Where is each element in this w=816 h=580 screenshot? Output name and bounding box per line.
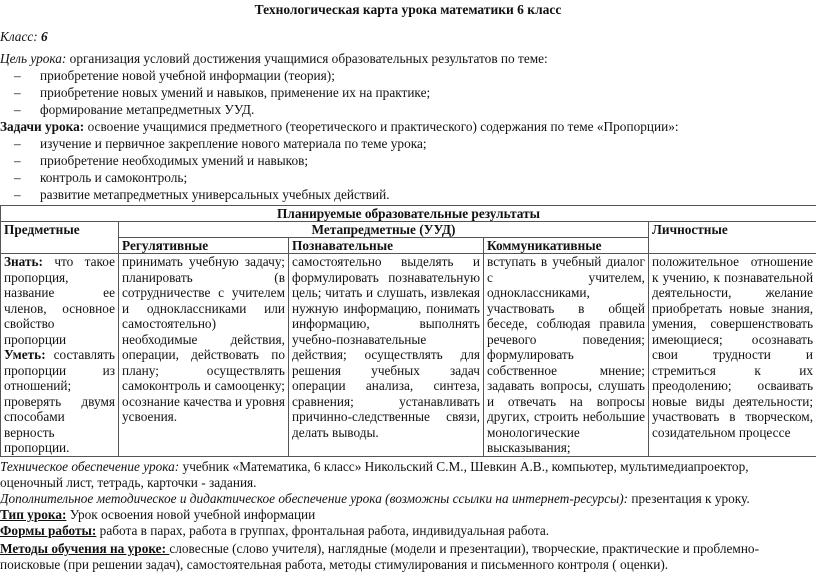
- tech-line-2: оценочный лист, тетрадь, карточки - задания.: [0, 475, 257, 490]
- header-personal: Личностные: [649, 222, 816, 254]
- task-item: – развитие метапредметных универсальных учебных действий.: [14, 187, 390, 202]
- cell-personal: положительное отношение к учению, к познавательной деятельности, желание приобретать новые знания, умения, совершенствовать имеющиеся; осознавать свои трудности и стремиться к их преодолению; осваивать новые виды деятельности; участвовать в творческом, созидательном процессе: [649, 254, 816, 457]
- lesson-details: [0, 459, 816, 573]
- header-meta: Метапредметные (УУД): [119, 222, 649, 238]
- dash-icon: –: [14, 170, 21, 185]
- document-title: Технологическая карта урока математики 6 класс: [254, 2, 562, 17]
- goal-item: – приобретение новых умений и навыков, применение их на практике;: [14, 85, 431, 100]
- type-line: Тип урока: Урок освоения новой учебной информации: [0, 507, 316, 522]
- cell-communicative: вступать в учебный диалог с учителем, одноклассниками, участвовать в общей беседе, соблюдая правила речевого поведения; формулировать собственное мнение; задавать вопросы, слушать и отвечать на вопросы других, строить небольшие монологические высказывания;: [484, 254, 649, 457]
- results-table: [0, 205, 816, 457]
- task-item: – приобретение необходимых умений и навыков;: [14, 153, 309, 168]
- methods-line: Методы обучения на уроке: словесные (слово учителя), наглядные (модели и презентации), творческие, практические и проблемно-: [0, 541, 760, 556]
- header-cognitive: Познавательные: [289, 238, 484, 254]
- goal-item: – приобретение новой учебной информации (теория);: [14, 68, 335, 83]
- tasks-line: Задачи урока: освоение учащимися предметного (теоретического и практического) содержания по теме «Пропорции»:: [0, 119, 679, 134]
- dash-icon: –: [14, 136, 21, 151]
- goal-item: – формирование метапредметных УУД.: [14, 102, 255, 117]
- header-communicative: Коммуникативные: [484, 238, 649, 254]
- goal-line: Цель урока: организация условий достижения учащимися образовательных результатов по теме:: [0, 51, 548, 66]
- task-item: – изучение и первичное закрепление нового материала по теме урока;: [14, 136, 427, 151]
- class-line: Класс: 6: [0, 29, 48, 44]
- dash-icon: –: [14, 102, 21, 117]
- header-regulative: Регулятивные: [119, 238, 289, 254]
- extra-line: Дополнительное методическое и дидактическое обеспечение урока (возможны ссылки на интернет-ресурсы): презентация к уроку.: [0, 491, 750, 506]
- forms-line: Формы работы: работа в парах, работа в группах, фронтальная работа, индивидуальная работа.: [0, 523, 550, 538]
- cell-cognitive: самостоятельно выделять и формулировать познавательную цель; читать и слушать, извлекая нужную информацию, понимать информацию, выполнять учебно-познавательные действия; осуществлять для решения учебных задач операции анализа, синтеза, сравнения; устанавливать причинно-следственные связи, делать выводы.: [289, 254, 484, 457]
- dash-icon: –: [14, 68, 21, 83]
- cell-regulative: принимать учебную задачу; планировать (в сотрудничестве с учителем и одноклассниками или самостоятельно) необходимые действия, операции, действовать по плану; осуществлять самоконтроль и самооценку; осознание качества и уровня усвоения.: [119, 254, 289, 457]
- cell-subject: Знать: что такое пропорция, название ее членов, основное свойство пропорции Уметь: составлять пропорции из отношений; проверять двумя способами верность пропорции.: [1, 254, 119, 457]
- header-subject: Предметные: [1, 222, 119, 254]
- dash-icon: –: [14, 85, 21, 100]
- dash-icon: –: [14, 187, 21, 202]
- table-caption: Планируемые образовательные результаты: [1, 206, 816, 222]
- task-item: – контроль и самоконтроль;: [14, 170, 188, 185]
- dash-icon: –: [14, 153, 21, 168]
- tech-line: Техническое обеспечение урока: учебник «Математика, 6 класс» Никольский С.М., Шевкин А.В., компьютер, мультимедиапроектор,: [0, 459, 749, 474]
- methods-line-2: поисковые (при решении задач), самостоятельная работа, методы стимулирования и письменного контроля ( оценки).: [0, 557, 669, 572]
